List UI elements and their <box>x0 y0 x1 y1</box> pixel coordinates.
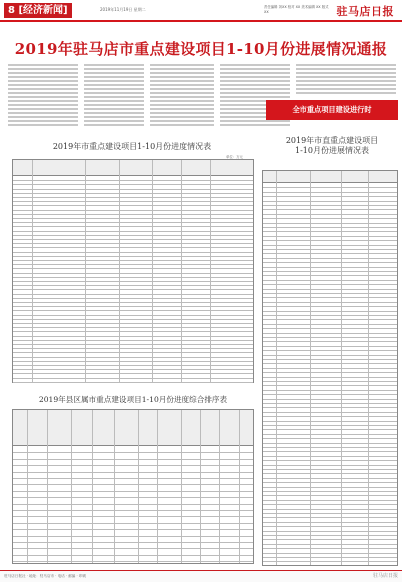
table-row <box>13 247 253 248</box>
table-row <box>263 553 397 554</box>
table-row <box>263 297 397 298</box>
city-projects-table-title: 2019年市重点建设项目1-10月份进度情况表 <box>52 142 212 151</box>
table-row <box>263 324 397 325</box>
table-row <box>263 192 397 193</box>
table-row <box>263 284 397 285</box>
table-row <box>263 350 397 351</box>
city-projects-table <box>12 159 254 383</box>
table-row <box>263 531 397 532</box>
table-row <box>13 222 253 223</box>
table-row <box>13 193 253 194</box>
text-line <box>150 68 214 70</box>
text-line <box>84 96 144 98</box>
page-number: 8 <box>8 5 15 16</box>
text-line <box>150 64 214 66</box>
text-line <box>8 104 78 106</box>
table-row <box>13 327 253 328</box>
table-row <box>13 180 253 181</box>
text-line <box>84 80 144 82</box>
text-line <box>296 84 396 86</box>
table-column-divider <box>152 160 153 382</box>
table-column-divider <box>157 410 158 563</box>
text-line <box>84 124 144 126</box>
table-row <box>263 341 397 342</box>
table-row <box>263 377 397 378</box>
table-row <box>13 205 253 206</box>
table-row <box>263 319 397 320</box>
text-line <box>150 72 214 74</box>
table-row <box>263 416 397 417</box>
text-line <box>150 84 214 86</box>
table-row <box>263 289 397 290</box>
text-line <box>8 112 78 114</box>
table-row <box>13 369 253 370</box>
article-column-3 <box>150 64 214 128</box>
table-row <box>263 258 397 259</box>
text-line <box>150 120 214 122</box>
table-row <box>263 245 397 246</box>
text-line <box>84 72 144 74</box>
newspaper-logo: 驻马店日报 <box>336 5 394 18</box>
table-row <box>263 209 397 210</box>
table-row <box>13 294 253 295</box>
masthead <box>0 0 402 22</box>
table-row <box>13 315 253 316</box>
text-line <box>220 124 290 126</box>
table-row <box>263 548 397 549</box>
table-header <box>13 410 253 446</box>
table-column-divider <box>219 410 220 563</box>
text-line <box>150 112 214 114</box>
text-line <box>150 116 214 118</box>
table-row <box>263 196 397 197</box>
table-row <box>263 487 397 488</box>
table-row <box>263 311 397 312</box>
text-line <box>84 64 144 66</box>
table-row <box>263 306 397 307</box>
text-line <box>8 76 78 78</box>
section-name: [经济新闻] <box>18 5 68 16</box>
table-row <box>263 539 397 540</box>
table-column-divider <box>114 410 115 563</box>
county-ranking-table <box>12 409 254 564</box>
text-line <box>8 92 78 94</box>
table-row <box>263 359 397 360</box>
table-row <box>263 500 397 501</box>
table-column-divider <box>368 171 369 565</box>
table-row <box>13 285 253 286</box>
page-footer <box>0 570 402 582</box>
table-row <box>263 267 397 268</box>
article-column-5 <box>296 64 396 96</box>
table-row <box>13 382 253 383</box>
table-row <box>13 529 253 530</box>
table-header <box>263 171 397 183</box>
table-row <box>13 302 253 303</box>
text-line <box>296 88 396 90</box>
text-line <box>84 68 144 70</box>
table-row <box>263 249 397 250</box>
table-row <box>263 302 397 303</box>
text-line <box>84 120 144 122</box>
table-row <box>13 361 253 362</box>
text-line <box>220 80 290 82</box>
table-row <box>13 452 253 453</box>
table-row <box>263 187 397 188</box>
text-line <box>296 72 396 74</box>
text-line <box>8 120 78 122</box>
table-row <box>13 319 253 320</box>
table-column-divider <box>32 160 33 382</box>
table-row <box>13 184 253 185</box>
table-row <box>263 451 397 452</box>
table-header <box>13 160 253 176</box>
table-row <box>13 555 253 556</box>
table-row <box>263 495 397 496</box>
table-row <box>263 399 397 400</box>
table-row <box>263 372 397 373</box>
table-column-divider <box>27 410 28 563</box>
text-line <box>84 104 144 106</box>
table-row <box>263 315 397 316</box>
table-row <box>263 394 397 395</box>
table-row <box>263 385 397 386</box>
table-row <box>13 252 253 253</box>
text-line <box>84 92 144 94</box>
table-column-divider <box>85 160 86 382</box>
table-row <box>13 306 253 307</box>
table-row <box>263 355 397 356</box>
text-line <box>220 92 290 94</box>
table-row <box>13 331 253 332</box>
page-headline: 2019年驻马店市重点建设项目1-10月份进展情况通报 <box>14 40 388 58</box>
text-line <box>150 124 214 126</box>
table-row <box>13 264 253 265</box>
text-line <box>84 84 144 86</box>
text-line <box>8 116 78 118</box>
table-row <box>263 544 397 545</box>
table-column-divider <box>92 410 93 563</box>
table-row <box>263 223 397 224</box>
table-row <box>13 465 253 466</box>
text-line <box>220 64 290 66</box>
table-row <box>13 510 253 511</box>
table-row <box>13 235 253 236</box>
table-row <box>263 421 397 422</box>
table-row <box>13 277 253 278</box>
text-line <box>150 108 214 110</box>
table-row <box>13 310 253 311</box>
text-line <box>220 120 290 122</box>
table-row <box>13 273 253 274</box>
table-row <box>263 491 397 492</box>
text-line <box>84 100 144 102</box>
table-row <box>263 434 397 435</box>
text-line <box>8 124 78 126</box>
table-row <box>263 469 397 470</box>
table-row <box>13 289 253 290</box>
table-row <box>263 337 397 338</box>
table-row <box>13 197 253 198</box>
text-line <box>220 84 290 86</box>
table-row <box>263 280 397 281</box>
text-line <box>296 68 396 70</box>
table-column-divider <box>210 160 211 382</box>
table-row <box>13 523 253 524</box>
table-column-divider <box>310 171 311 565</box>
table-row <box>263 240 397 241</box>
table-row <box>263 390 397 391</box>
table-row <box>13 260 253 261</box>
table-row <box>13 226 253 227</box>
table-column-divider <box>138 410 139 563</box>
feature-banner: 全市重点项目建设进行时 <box>266 100 398 120</box>
text-line <box>8 72 78 74</box>
table-row <box>13 536 253 537</box>
table-row <box>13 504 253 505</box>
text-line <box>220 88 290 90</box>
table-row <box>13 548 253 549</box>
table-column-divider <box>71 410 72 563</box>
table-row <box>13 239 253 240</box>
text-line <box>84 116 144 118</box>
table-row <box>263 526 397 527</box>
table-row <box>13 365 253 366</box>
text-line <box>220 96 290 98</box>
table-row <box>263 504 397 505</box>
table-row <box>263 473 397 474</box>
table-column-divider <box>341 171 342 565</box>
table-row <box>263 522 397 523</box>
table-row <box>13 201 253 202</box>
table-row <box>263 333 397 334</box>
text-line <box>220 68 290 70</box>
table-row <box>13 348 253 349</box>
table-row <box>263 557 397 558</box>
issue-date: 2019年11月19日 星期二 <box>100 7 146 12</box>
text-line <box>150 80 214 82</box>
table-column-divider <box>47 410 48 563</box>
table-row <box>263 447 397 448</box>
table-row <box>13 357 253 358</box>
table-row <box>263 328 397 329</box>
table-row <box>263 231 397 232</box>
table-row <box>263 482 397 483</box>
text-line <box>150 104 214 106</box>
text-line <box>150 100 214 102</box>
table-row <box>13 378 253 379</box>
editor-credits: 责任编辑 刘XX 校对 XX 美术编辑 XX 版式 XX <box>264 5 329 14</box>
text-line <box>8 100 78 102</box>
table-row <box>13 459 253 460</box>
text-line <box>296 92 396 94</box>
table-row <box>263 513 397 514</box>
table-column-divider <box>276 171 277 565</box>
table-row <box>263 253 397 254</box>
table-row <box>263 293 397 294</box>
table-row <box>263 438 397 439</box>
table-column-divider <box>239 410 240 563</box>
table-row <box>263 517 397 518</box>
table-row <box>13 542 253 543</box>
table-row <box>263 561 397 562</box>
table-row <box>263 271 397 272</box>
footer-text: 驻马店日报社 · 地址：驻马店市 · 电话 · 邮编 · 印刷 <box>4 574 86 578</box>
text-line <box>8 96 78 98</box>
text-line <box>8 84 78 86</box>
article-column-2 <box>84 64 144 128</box>
page-section-label <box>4 3 72 18</box>
table-row <box>13 561 253 562</box>
table-row <box>263 509 397 510</box>
text-line <box>8 88 78 90</box>
text-line <box>84 112 144 114</box>
table-row <box>13 268 253 269</box>
table-row <box>263 478 397 479</box>
table-row <box>13 340 253 341</box>
footer-logo: 驻马店日报 <box>372 573 398 579</box>
table-row <box>13 298 253 299</box>
table-row <box>13 373 253 374</box>
table-column-divider <box>181 410 182 563</box>
table-row <box>13 484 253 485</box>
text-line <box>8 68 78 70</box>
table-row <box>263 368 397 369</box>
table-row <box>263 236 397 237</box>
table-row <box>263 214 397 215</box>
table-row <box>263 412 397 413</box>
table-column-divider <box>119 160 120 382</box>
table-column-divider <box>200 410 201 563</box>
table-row <box>263 381 397 382</box>
table-row <box>263 218 397 219</box>
table-row <box>263 201 397 202</box>
table-row <box>263 227 397 228</box>
text-line <box>150 92 214 94</box>
table-row <box>13 352 253 353</box>
provincial-projects-table-title: 2019年市直重点建设项目 1-10月份进展情况表 <box>285 136 379 155</box>
table-row <box>13 491 253 492</box>
table-row <box>263 205 397 206</box>
table-row <box>263 460 397 461</box>
table-row <box>263 456 397 457</box>
text-line <box>296 80 396 82</box>
table-row <box>13 336 253 337</box>
table-row <box>263 262 397 263</box>
text-line <box>296 64 396 66</box>
table-row <box>263 403 397 404</box>
table-row <box>263 535 397 536</box>
table-row <box>13 281 253 282</box>
text-line <box>220 76 290 78</box>
table-row <box>13 497 253 498</box>
text-line <box>296 76 396 78</box>
text-line <box>150 76 214 78</box>
table-row <box>263 425 397 426</box>
table-column-divider <box>181 160 182 382</box>
provincial-projects-table <box>262 170 398 566</box>
table-row <box>13 243 253 244</box>
table-row <box>263 275 397 276</box>
table-row <box>13 478 253 479</box>
table-row <box>263 363 397 364</box>
table-row <box>13 189 253 190</box>
text-line <box>8 108 78 110</box>
text-line <box>150 88 214 90</box>
table-row <box>13 472 253 473</box>
table-row <box>263 407 397 408</box>
table-row <box>263 443 397 444</box>
table-row <box>263 429 397 430</box>
table-row <box>13 256 253 257</box>
text-line <box>84 108 144 110</box>
text-line <box>8 64 78 66</box>
table-row <box>13 231 253 232</box>
text-line <box>8 80 78 82</box>
unit-note: 单位：万元 <box>226 155 243 159</box>
text-line <box>84 76 144 78</box>
table-row <box>13 214 253 215</box>
table-row <box>263 465 397 466</box>
text-line <box>150 96 214 98</box>
article-column-1 <box>8 64 78 128</box>
text-line <box>84 88 144 90</box>
table-row <box>13 344 253 345</box>
table-row <box>13 218 253 219</box>
text-line <box>220 72 290 74</box>
county-ranking-table-title: 2019年县区属市重点建设项目1-10月份进度综合排序表 <box>38 395 228 404</box>
table-row <box>13 516 253 517</box>
table-row <box>13 210 253 211</box>
table-row <box>263 346 397 347</box>
table-row <box>13 323 253 324</box>
